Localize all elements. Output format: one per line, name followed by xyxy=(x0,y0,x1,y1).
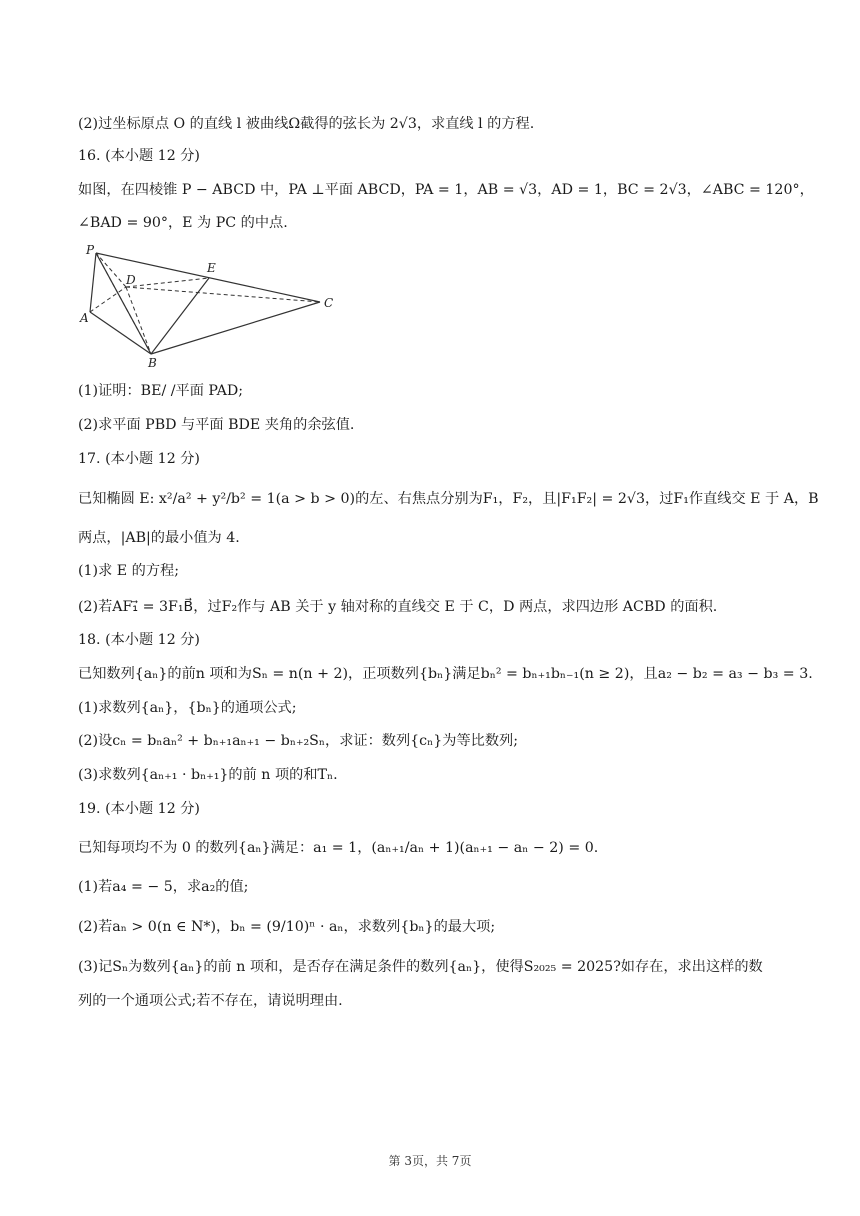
q19-part3-line2: 列的一个通项公式;若不存在，请说明理由. xyxy=(78,993,343,1009)
page-footer: 第 3页，共 7页 xyxy=(388,1154,472,1168)
q17-stem-line2: 两点，|AB|的最小值为 4. xyxy=(78,530,240,546)
label-e: E xyxy=(207,261,216,275)
label-b: B xyxy=(148,356,157,370)
q19-part1: (1)若a₄ = − 5，求a₂的值; xyxy=(78,879,249,895)
label-c: C xyxy=(324,296,334,310)
q18-heading: 18. (本小题 12 分) xyxy=(78,632,200,648)
q17-stem-line1: 已知椭圆 E: x²/a² + y²/b² = 1(a > b > 0)的左、右焦点分别为F₁，F₂，且|F₁F₂| = 2√3，过F₁作直线交 E 于 A，B xyxy=(78,491,819,507)
pyramid-figure xyxy=(78,240,348,370)
q19-part3-line1: (3)记Sₙ为数列{aₙ}的前 n 项和，是否存在满足条件的数列{aₙ}，使得S₂₀₂₅ = 2025?如存在，求出这样的数 xyxy=(78,959,763,975)
q19-stem: 已知每项均不为 0 的数列{aₙ}满足：a₁ = 1，(aₙ₊₁/aₙ + 1)(aₙ₊₁ − aₙ − 2) = 0. xyxy=(78,840,599,856)
q16-part1: (1)证明：BE/ /平面 PAD; xyxy=(78,383,244,399)
q15-part2: (2)过坐标原点 O 的直线 l 被曲线Ω截得的弦长为 2√3，求直线 l 的方程. xyxy=(78,116,535,132)
q18-part1: (1)求数列{aₙ}，{bₙ}的通项公式; xyxy=(78,700,297,716)
q18-part2: (2)设cₙ = bₙaₙ² + bₙ₊₁aₙ₊₁ − bₙ₊₂Sₙ，求证：数列{cₙ}为等比数列; xyxy=(78,733,518,749)
q17-heading: 17. (本小题 12 分) xyxy=(78,451,200,467)
q18-part3: (3)求数列{aₙ₊₁ · bₙ₊₁}的前 n 项的和Tₙ. xyxy=(78,767,338,783)
label-p: P xyxy=(86,243,95,257)
q18-stem: 已知数列{aₙ}的前n 项和为Sₙ = n(n + 2)，正项数列{bₙ}满足bₙ² = bₙ₊₁bₙ₋₁(n ≥ 2)，且a₂ − b₂ = a₃ − b₃ = 3. xyxy=(78,666,813,682)
q19-part2: (2)若aₙ > 0(n ∈ N*)，bₙ = (9/10)ⁿ · aₙ，求数列{bₙ}的最大项; xyxy=(78,919,496,935)
q16-heading: 16. (本小题 12 分) xyxy=(78,148,200,164)
q17-part1: (1)求 E 的方程; xyxy=(78,563,180,579)
q19-heading: 19. (本小题 12 分) xyxy=(78,801,200,817)
q16-stem-line1: 如图，在四棱锥 P − ABCD 中，PA ⊥平面 ABCD，PA = 1，AB = √3，AD = 1，BC = 2√3，∠ABC = 120°， xyxy=(78,182,814,198)
q16-stem-line2: ∠BAD = 90°，E 为 PC 的中点. xyxy=(78,215,288,231)
label-a: A xyxy=(80,311,89,325)
q17-part2: (2)若AF₁⃗ = 3F₁B⃗，过F₂作与 AB 关于 y 轴对称的直线交 E 于 C，D 两点，求四边形 ACBD 的面积. xyxy=(78,599,718,615)
q16-part2: (2)求平面 PBD 与平面 BDE 夹角的余弦值. xyxy=(78,417,355,433)
label-d: D xyxy=(126,273,136,287)
